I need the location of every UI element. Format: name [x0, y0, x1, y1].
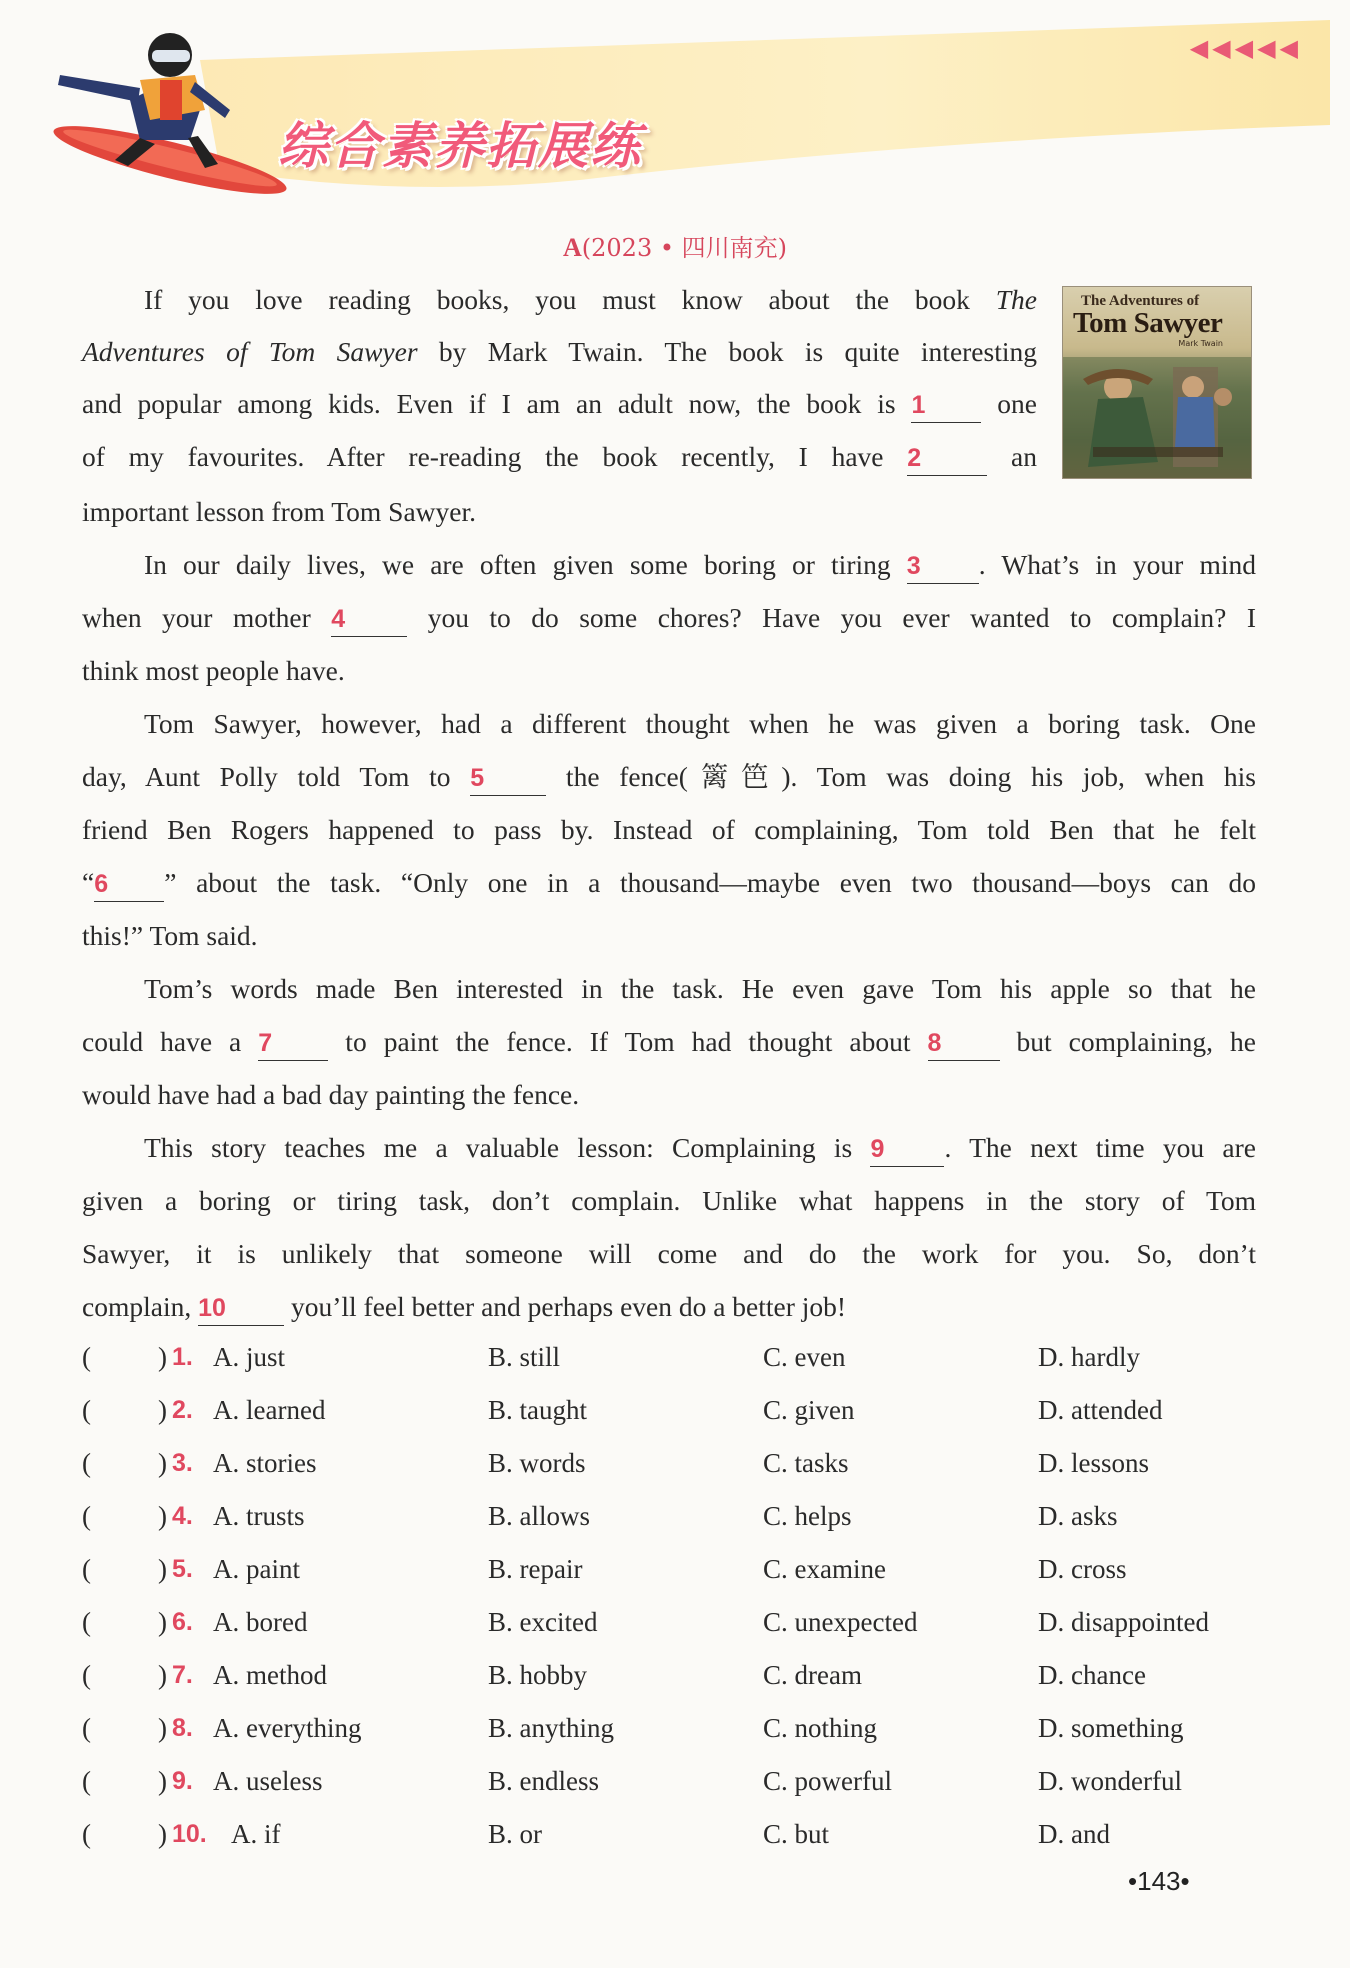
answer-slot-close: ) — [158, 1554, 167, 1584]
choice-d[interactable]: D. cross — [1038, 1554, 1127, 1584]
answer-slot-open[interactable]: ( — [82, 1819, 91, 1849]
choice-b[interactable]: B. taught — [488, 1395, 587, 1425]
choice-b[interactable]: B. still — [488, 1342, 561, 1372]
question-row — [82, 1446, 1262, 1480]
question-row — [82, 1552, 1262, 1586]
choice-c[interactable]: C. powerful — [763, 1766, 892, 1796]
header-banner — [20, 20, 1330, 210]
choice-d[interactable]: D. hardly — [1038, 1342, 1140, 1372]
cover-title-line1: The Adventures of — [1081, 293, 1200, 309]
question-number: 9. — [172, 1767, 193, 1795]
choice-d[interactable]: D. lessons — [1038, 1448, 1150, 1478]
answer-slot-open[interactable]: ( — [82, 1554, 91, 1584]
choice-b[interactable]: B. hobby — [488, 1660, 588, 1690]
passage-line: important lesson from Tom Sawyer. — [82, 496, 476, 527]
choice-a[interactable]: A. trusts — [213, 1501, 305, 1531]
page-number: •143• — [1128, 1866, 1190, 1896]
passage-line: complain, 10 you’ll feel better and perhaps even do a better job! — [82, 1290, 1256, 1324]
answer-slot-open[interactable]: ( — [82, 1448, 91, 1478]
passage-line: of my favourites. After re-reading the book recently, I have 2 an — [82, 440, 1037, 474]
passage-line: This story teaches me a valuable lesson: Complaining is 9 . The next time you are — [82, 1131, 1256, 1165]
blank-8[interactable]: 8 — [928, 1028, 1000, 1061]
answer-slot-close: ) — [158, 1819, 167, 1849]
choice-a[interactable]: A. stories — [213, 1448, 317, 1478]
choice-a[interactable]: A. bored — [213, 1607, 308, 1637]
question-row — [82, 1340, 1262, 1374]
choice-d[interactable]: D. attended — [1038, 1395, 1163, 1425]
answer-slot-close: ) — [158, 1713, 167, 1743]
choice-b[interactable]: B. or — [488, 1819, 542, 1849]
blank-3[interactable]: 3 — [907, 551, 979, 584]
choice-b[interactable]: B. endless — [488, 1766, 599, 1796]
blank-10[interactable]: 10 — [198, 1293, 284, 1326]
choice-c[interactable]: C. even — [763, 1342, 846, 1372]
question-row — [82, 1393, 1262, 1427]
question-row — [82, 1658, 1262, 1692]
choice-d[interactable]: D. something — [1038, 1713, 1184, 1743]
blank-4[interactable]: 4 — [331, 604, 407, 637]
passage-line: Tom’s words made Ben interested in the task. He even gave Tom his apple so that he — [144, 973, 1256, 1004]
question-row — [82, 1817, 1262, 1851]
section-heading — [0, 228, 1350, 263]
choice-d[interactable]: D. chance — [1038, 1660, 1146, 1690]
answer-slot-open[interactable]: ( — [82, 1660, 91, 1690]
choice-b[interactable]: B. repair — [488, 1554, 583, 1584]
blank-1[interactable]: 1 — [911, 390, 981, 423]
passage-line: day, Aunt Polly told Tom to 5 the fence(篱笆). Tom was doing his job, when his — [82, 760, 1256, 794]
choice-a[interactable]: A. learned — [213, 1395, 326, 1425]
question-number: 8. — [172, 1714, 193, 1742]
section-letter: A — [563, 233, 582, 262]
choice-d[interactable]: D. disappointed — [1038, 1607, 1209, 1637]
choice-c[interactable]: C. tasks — [763, 1448, 849, 1478]
blank-9[interactable]: 9 — [870, 1134, 944, 1167]
passage-line: In our daily lives, we are often given some boring or tiring 3 . What’s in your mind — [82, 548, 1256, 582]
answer-slot-close: ) — [158, 1395, 167, 1425]
choice-a[interactable]: A. just — [213, 1342, 286, 1372]
choice-b[interactable]: B. excited — [488, 1607, 598, 1637]
passage-line: Tom Sawyer, however, had a different thought when he was given a boring task. One — [144, 708, 1256, 739]
question-number: 7. — [172, 1661, 193, 1689]
passage-line: when your mother 4 you to do some chores? Have you ever wanted to complain? I — [82, 601, 1256, 635]
choice-d[interactable]: D. wonderful — [1038, 1766, 1182, 1796]
choice-a[interactable]: A. method — [213, 1660, 327, 1690]
choice-c[interactable]: C. nothing — [763, 1713, 878, 1743]
cover-author: Mark Twain — [1178, 339, 1223, 348]
book-cover-image — [1062, 286, 1252, 479]
question-number: 5. — [172, 1555, 193, 1583]
question-number: 2. — [172, 1396, 193, 1424]
passage-line: If you love reading books, you must know about the book The — [144, 284, 1037, 315]
answer-slot-open[interactable]: ( — [82, 1501, 91, 1531]
passage-line: given a boring or tiring task, don’t complain. Unlike what happens in the story of Tom — [82, 1185, 1256, 1216]
choice-c[interactable]: C. helps — [763, 1501, 852, 1531]
cover-illustration — [1063, 287, 1252, 479]
blank-5[interactable]: 5 — [470, 763, 546, 796]
answer-slot-open[interactable]: ( — [82, 1342, 91, 1372]
passage-line: and popular among kids. Even if I am an adult now, the book is 1 one — [82, 387, 1037, 421]
choice-a[interactable]: A. if — [231, 1819, 281, 1849]
question-number: 1. — [172, 1343, 193, 1371]
answer-slot-close: ) — [158, 1448, 167, 1478]
passage-line: would have had a bad day painting the fence. — [82, 1079, 580, 1110]
choice-a[interactable]: A. useless — [213, 1766, 323, 1796]
choice-c[interactable]: C. but — [763, 1819, 830, 1849]
answer-slot-close: ) — [158, 1660, 167, 1690]
arrows-decoration: ◀◀◀◀◀ — [1189, 34, 1302, 62]
passage-line: could have a 7 to paint the fence. If Tom had thought about 8 but complaining, he — [82, 1025, 1256, 1059]
banner-title: 综合素养拓展练 — [278, 117, 642, 175]
answer-slot-close: ) — [158, 1501, 167, 1531]
question-number: 4. — [172, 1502, 193, 1530]
answer-slot-close: ) — [158, 1607, 167, 1637]
answer-slot-close: ) — [158, 1342, 167, 1372]
choice-c[interactable]: C. examine — [763, 1554, 886, 1584]
passage-line: Sawyer, it is unlikely that someone will come and do the work for you. So, don’t — [82, 1238, 1256, 1269]
blank-7[interactable]: 7 — [258, 1028, 328, 1061]
choice-c[interactable]: C. given — [763, 1395, 855, 1425]
question-row — [82, 1764, 1262, 1798]
blank-2[interactable]: 2 — [907, 443, 987, 476]
choice-a[interactable]: A. paint — [213, 1554, 300, 1584]
answer-slot-close: ) — [158, 1766, 167, 1796]
section-source: (2023 • 四川南充) — [581, 234, 787, 262]
choice-b[interactable]: B. anything — [488, 1713, 614, 1743]
choice-d[interactable]: D. asks — [1038, 1501, 1118, 1531]
answer-slot-open[interactable]: ( — [82, 1766, 91, 1796]
choice-c[interactable]: C. dream — [763, 1660, 862, 1690]
cover-title-line2: Tom Sawyer — [1073, 307, 1223, 339]
passage-line: “6 ” about the task. “Only one in a thousand—maybe even two thousand—boys can do — [82, 866, 1256, 900]
answer-slot-open[interactable]: ( — [82, 1395, 91, 1425]
question-number: 6. — [172, 1608, 193, 1636]
question-number: 3. — [172, 1449, 193, 1477]
passage-line: think most people have. — [82, 655, 345, 686]
passage-line: friend Ben Rogers happened to pass by. Instead of complaining, Tom told Ben that he felt — [82, 814, 1256, 845]
choice-a[interactable]: A. everything — [213, 1713, 362, 1743]
question-row — [82, 1711, 1262, 1745]
answer-slot-open[interactable]: ( — [82, 1607, 91, 1637]
choice-d[interactable]: D. and — [1038, 1819, 1110, 1849]
blank-6[interactable]: 6 — [94, 869, 164, 902]
passage-line: this!” Tom said. — [82, 920, 258, 951]
passage-line: Adventures of Tom Sawyer by Mark Twain. The book is quite interesting — [82, 336, 1037, 367]
question-number: 10. — [172, 1820, 207, 1848]
question-row — [82, 1499, 1262, 1533]
banner-graphic — [20, 20, 1330, 210]
answer-slot-open[interactable]: ( — [82, 1713, 91, 1743]
choice-b[interactable]: B. allows — [488, 1501, 591, 1531]
choice-b[interactable]: B. words — [488, 1448, 586, 1478]
choice-c[interactable]: C. unexpected — [763, 1607, 918, 1637]
question-row — [82, 1605, 1262, 1639]
